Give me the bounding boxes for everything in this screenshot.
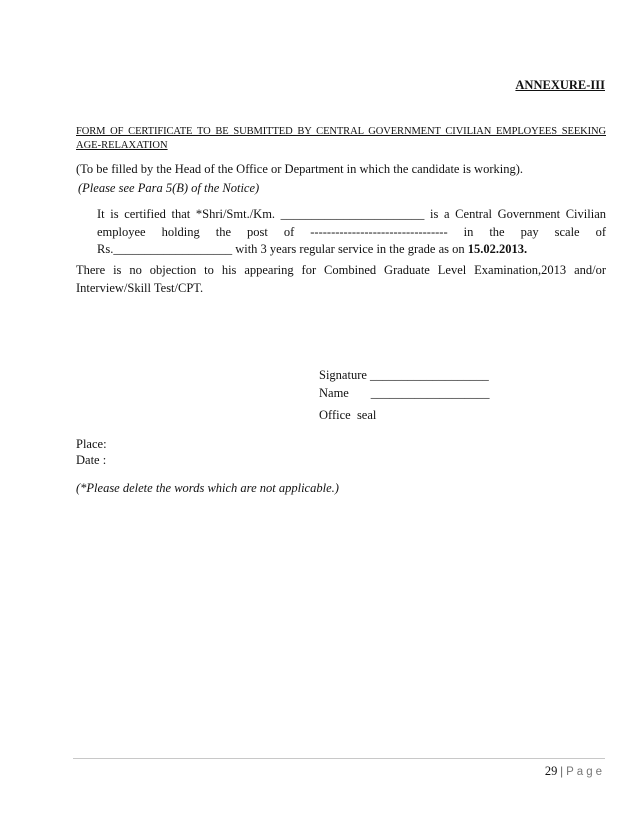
footer-divider <box>73 758 605 759</box>
place-date-block <box>76 436 107 468</box>
page-number: 29 <box>544 764 558 778</box>
signature-line: Signature ___________________ <box>319 368 489 382</box>
pay-scale-text: Rs.___________________ with 3 years regular service in the grade as on <box>97 242 468 256</box>
page-footer <box>545 764 605 779</box>
office-seal-label: Office seal <box>319 408 377 422</box>
applicability-note: (*Please delete the words which are not applicable.) <box>76 481 339 495</box>
certificate-line3 <box>97 241 606 259</box>
objection-line2: Interview/Skill Test/CPT. <box>76 280 204 295</box>
instruction-text: (To be filled by the Head of the Office or Department in which the candidate is working). <box>76 162 524 176</box>
certificate-line1: It is certified that *Shri/Smt./Km. _______________________ is a Central Government Civilian <box>97 207 606 221</box>
annexure-heading: ANNEXURE-III <box>515 78 605 92</box>
form-title-line1: FORM OF CERTIFICATE TO BE SUBMITTED BY CENTRAL GOVERNMENT CIVILIAN EMPLOYEES SEEKING <box>76 126 606 137</box>
name-line: Name ___________________ <box>319 385 490 400</box>
notice-reference: (Please see Para 5(B) of the Notice) <box>78 181 260 195</box>
certificate-line2: employee holding the post of --------------------------------- in the pay scale of <box>97 224 606 239</box>
form-title-line2: AGE-RELAXATION <box>76 140 168 151</box>
page-word: Page <box>566 766 605 778</box>
objection-statement <box>76 262 606 297</box>
page-separator: | <box>560 764 564 778</box>
objection-line1: There is no objection to his appearing for Combined Graduate Level Examination,2013 and/or <box>76 263 606 277</box>
signature-block <box>319 367 489 402</box>
date-label: Date : <box>76 453 107 467</box>
cutoff-date: 15.02.2013. <box>467 242 528 256</box>
certificate-body <box>97 206 606 259</box>
place-label: Place: <box>76 437 107 451</box>
